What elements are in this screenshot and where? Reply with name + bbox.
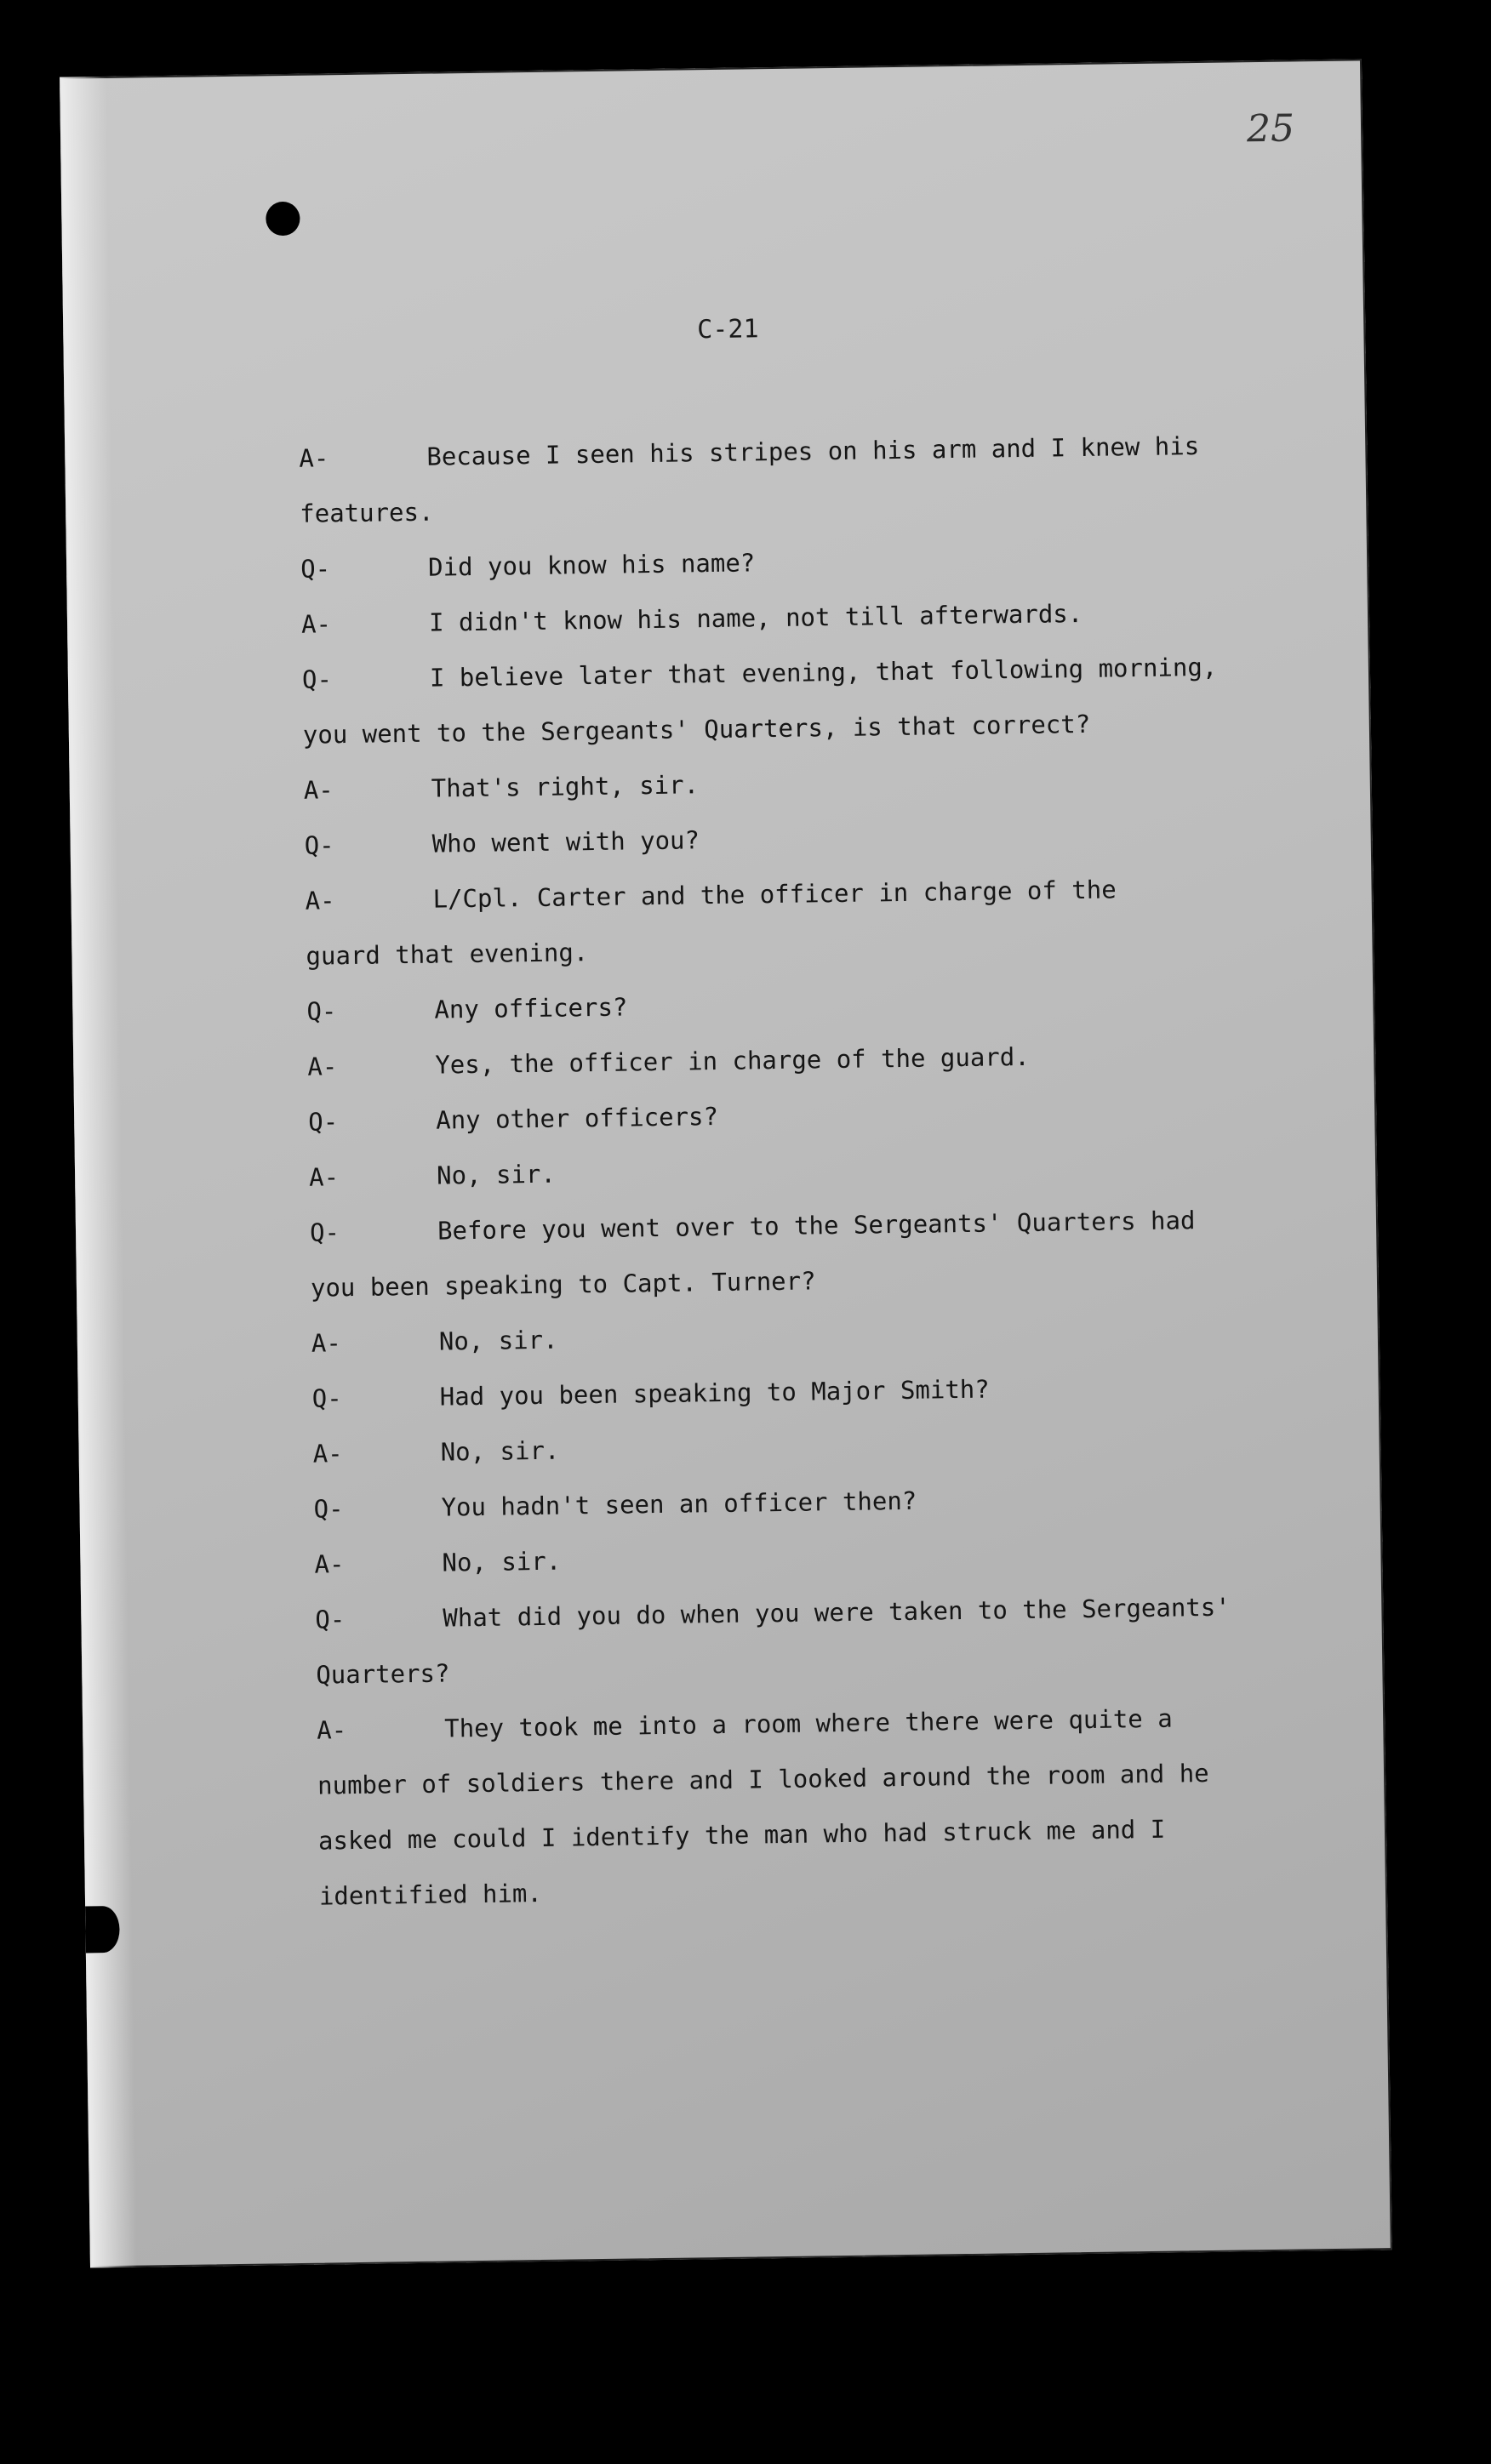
speaker-label: Q- <box>306 996 337 1026</box>
line-text: Any other officers? <box>435 1101 719 1135</box>
handwritten-page-mark: 25 <box>1246 106 1295 151</box>
line-text: Had you been speaking to Major Smith? <box>439 1374 990 1412</box>
speaker-label: A- <box>303 775 334 805</box>
speaker-label: Q- <box>311 1383 342 1413</box>
continuation-text: identified him. <box>318 1878 543 1911</box>
document-page <box>60 59 1392 2267</box>
transcript-body <box>299 416 1374 1924</box>
page-number: C-21 <box>697 314 759 345</box>
speaker-label: A- <box>316 1715 347 1745</box>
speaker-label: A- <box>307 1052 338 1081</box>
line-text: L/Cpl. Carter and the officer in charge of the <box>432 875 1117 914</box>
speaker-label: A- <box>311 1328 342 1358</box>
line-text: That's right, sir. <box>431 770 700 803</box>
line-text: Any officers? <box>434 992 628 1024</box>
continuation-text: number of soldiers there and I looked around the room and he <box>317 1759 1209 1800</box>
line-text: No, sir. <box>436 1159 557 1190</box>
line-text: They took me into a room where there were quite a <box>443 1703 1173 1743</box>
line-text: Before you went over to the Sergeants' Quarters had <box>437 1206 1196 1246</box>
speaker-label: Q- <box>315 1605 346 1634</box>
speaker-label: Q- <box>313 1494 344 1524</box>
speaker-label: A- <box>314 1549 345 1579</box>
continuation-text: you went to the Sergeants' Quarters, is that correct? <box>302 709 1091 750</box>
line-text: Did you know his name? <box>427 548 756 582</box>
speaker-label: A- <box>308 1162 340 1192</box>
line-text: Because I seen his stripes on his arm and I knew his <box>426 431 1200 471</box>
speaker-label: Q- <box>300 554 331 584</box>
continuation-text: Quarters? <box>316 1658 450 1690</box>
punch-hole <box>85 1906 120 1954</box>
speaker-label: Q- <box>301 664 333 694</box>
speaker-label: Q- <box>309 1218 340 1247</box>
line-text: No, sir. <box>442 1546 562 1577</box>
speaker-label: A- <box>300 609 332 639</box>
punch-hole <box>266 202 300 237</box>
line-text: I believe later that evening, that following morning, <box>429 652 1218 693</box>
speaker-label: Q- <box>304 830 334 860</box>
speaker-label: A- <box>312 1439 343 1469</box>
line-text: Who went with you? <box>431 825 700 858</box>
speaker-label: A- <box>299 443 329 473</box>
continuation-text: guard that evening. <box>306 938 589 971</box>
speaker-label: A- <box>305 886 335 915</box>
line-text: No, sir. <box>440 1435 560 1467</box>
line-text: What did you do when you were taken to the Sergeants' <box>443 1592 1231 1633</box>
continuation-text: asked me could I identify the man who had struck me and I <box>317 1814 1166 1856</box>
speaker-label: Q- <box>308 1107 339 1137</box>
line-text: Yes, the officer in charge of the guard. <box>435 1041 1030 1080</box>
continuation-text: features. <box>300 497 434 528</box>
line-text: I didn't know his name, not till afterwards. <box>428 598 1083 637</box>
line-text: You hadn't seen an officer then? <box>441 1486 917 1522</box>
continuation-text: you been speaking to Capt. Turner? <box>310 1266 816 1303</box>
line-text: No, sir. <box>438 1325 558 1356</box>
